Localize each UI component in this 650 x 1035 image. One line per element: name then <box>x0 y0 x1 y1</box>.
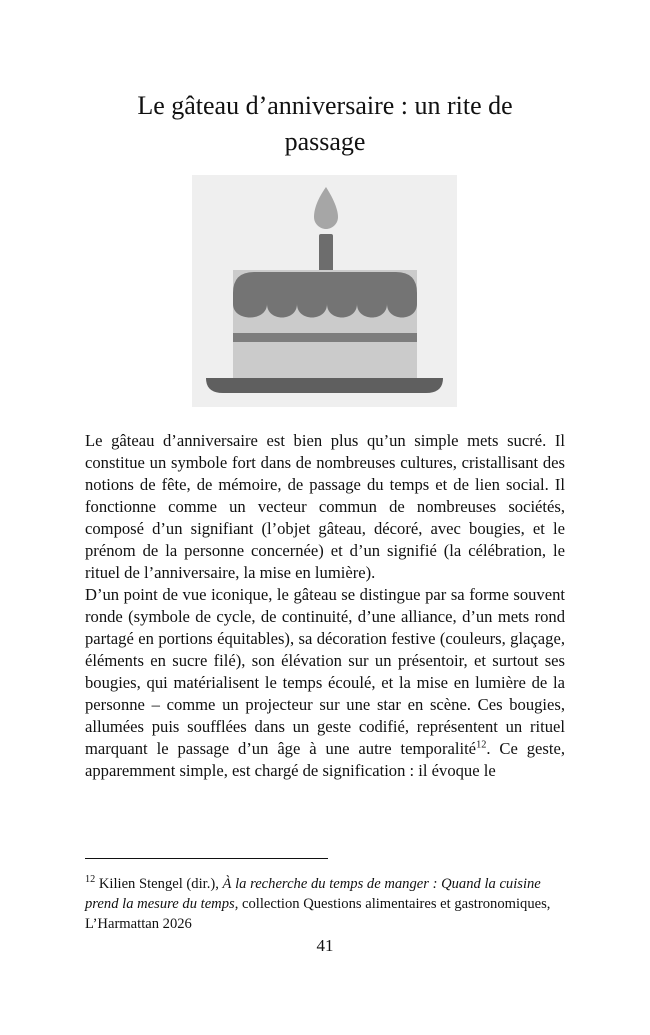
body-text <box>85 430 565 782</box>
birthday-cake-icon <box>192 175 457 407</box>
candle-shape <box>319 234 333 274</box>
frosting-shape <box>233 272 417 318</box>
paragraph-2-text-after: . Ce geste, apparemment simple, est chargé de signification : il évoque le <box>85 739 565 780</box>
page-number: 41 <box>316 936 334 955</box>
paragraph-1: Le gâteau d’anniversaire est bien plus qu’un simple mets sucré. Il constitue un symbole fort dans de nombreuses cultures, cristallisant des notions de fête, de mémoire, de passage du temps et de lien social. Il fonctionne comme un vecteur commun de nombreuses sociétés, composé d’un signifiant (l’objet gâteau, décoré, avec bougies, et le prénom de la personne concernée) et d’un signifié (la célébration, le rituel de l’anniversaire, la mise en lumière). <box>85 431 565 582</box>
paragraph-2-text: D’un point de vue iconique, le gâteau se distingue par sa forme souvent ronde (symbole de cycle, de continuité, d’une alliance, d’un mets rond partagé en portions équitables), sa décoration festive (couleurs, glaçage, éléments en sucre filé), son élévation sur un présentoir, et surtout ses bougies, qui matérialisent le temps écoulé, et la mise en lumière de la personne – comme un projecteur sur une star en scène. Ces bougies, allumées puis soufflées dans un geste codifié, représentent un rituel marquant le passage d’un âge à une autre temporalité <box>85 585 565 758</box>
footnote-divider <box>85 858 328 859</box>
cake-illustration <box>192 175 457 407</box>
footnote <box>85 874 565 934</box>
footnote-reference[interactable]: 12 <box>476 739 487 751</box>
paragraph-2 <box>85 584 565 782</box>
plate-shape <box>206 378 443 393</box>
page-title: Le gâteau d’anniversaire : un rite de passage <box>137 91 513 156</box>
footnote-publication: , collection Questions alimentaires et gastronomiques, L’Harmattan 2026 <box>85 896 551 932</box>
footnote-book-title: À la recherche du temps de manger : Quand la cuisine prend la mesure du temps <box>85 876 541 912</box>
footnote-author: Kilien Stengel (dir.), <box>98 876 223 892</box>
footnote-number: 12 <box>85 874 96 886</box>
cake-stripe-shape <box>233 333 417 342</box>
